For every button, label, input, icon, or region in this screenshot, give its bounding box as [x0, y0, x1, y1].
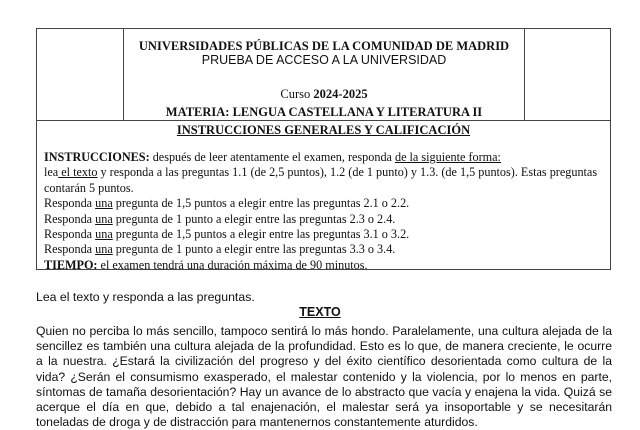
instructions-intro-text: después de leer atentamente el examen, responda — [149, 150, 395, 164]
choice-pre: Responda — [44, 242, 96, 257]
header-right-cell — [524, 29, 610, 120]
choice-line — [44, 227, 602, 242]
choice-post: pregunta de 1,5 puntos a elegir entre las preguntas 2.1 o 2.2. — [112, 196, 410, 211]
line2-prefix: lea — [44, 165, 59, 180]
choice-line — [44, 212, 602, 227]
line2-text: y responda a las preguntas 1.1 (de 2,5 puntos), 1.2 (de 1 punto) y 1.3. (de 1,5 puntos). Estas preguntas contarán 5 puntos. — [44, 165, 598, 195]
university-title: UNIVERSIDADES PÚBLICAS DE LA COMUNIDAD DE MADRID — [138, 39, 510, 53]
time-label: TIEMPO: — [44, 257, 98, 272]
choice-underlined: una — [95, 211, 113, 226]
course-value: 2024-2025 — [313, 87, 368, 101]
exam-name: PRUEBA DE ACCESO A LA UNIVERSIDAD — [201, 53, 447, 67]
choice-line — [44, 242, 602, 257]
choice-underlined: una — [95, 196, 113, 211]
instructions-intro — [44, 150, 602, 165]
choice-pre: Responda — [44, 211, 96, 226]
choice-post: pregunta de 1 punto a elegir entre las preguntas 2.3 o 2.4. — [112, 211, 396, 226]
instructions-body — [44, 150, 602, 273]
line2-underlined: el texto — [58, 165, 98, 180]
instructions-label: INSTRUCCIONES: — [44, 150, 150, 164]
choice-pre: Responda — [44, 196, 96, 211]
choice-post: pregunta de 1 punto a elegir entre las preguntas 3.3 o 3.4. — [112, 242, 396, 257]
exam-header-table — [36, 28, 611, 270]
header-left-cell — [37, 29, 124, 120]
header-center-cell — [124, 29, 524, 120]
time-text: el examen tendrá una duración máxima de 90 minutos. — [97, 257, 368, 272]
header-row — [37, 29, 610, 121]
instructions-line2 — [44, 165, 602, 196]
time-line — [44, 258, 602, 273]
instructions-intro-underlined: de la siguiente forma: — [395, 150, 501, 164]
choice-post: pregunta de 1,5 puntos a elegir entre las preguntas 3.1 o 3.2. — [112, 227, 410, 242]
choice-underlined: una — [95, 242, 113, 257]
course-label: Curso — [280, 87, 314, 101]
subject-title: MATERIA: LENGUA CASTELLANA Y LITERATURA II — [165, 105, 483, 119]
choice-underlined: una — [95, 227, 113, 242]
choice-pre: Responda — [44, 227, 96, 242]
texto-heading: TEXTO — [299, 305, 341, 319]
instructions-title: INSTRUCCIONES GENERALES Y CALIFICACIÓN — [176, 123, 471, 137]
reading-passage: Quien no perciba lo más sencillo, tampoco sentirá lo más hondo. Paralelamente, una cultura alejada de la sencillez es también una cultura alejada de la profundidad. Esto es lo que, de manera creciente, le ocurre a la nuestra. ¿Estará la civilización del progreso y del éxito científico desorientada como cultura de la vida? ¿Serán el consumismo exasperado, el malestar contenido y la violencia, por lo menos en parte, síntomas de tamaña desorientación? Hay un avance de lo abstracto que vacía y enajena la vida. Quizá se acerque el día en que, debido a tal enajenación, el malestar será ya insoportable y se necesitarán toneladas de droga y de distracción para mantenernos constantemente aturdidos. — [36, 324, 612, 430]
reading-instruction: Lea el texto y responda a las preguntas. — [36, 290, 255, 304]
choice-line — [44, 196, 602, 211]
course-line — [124, 87, 524, 102]
